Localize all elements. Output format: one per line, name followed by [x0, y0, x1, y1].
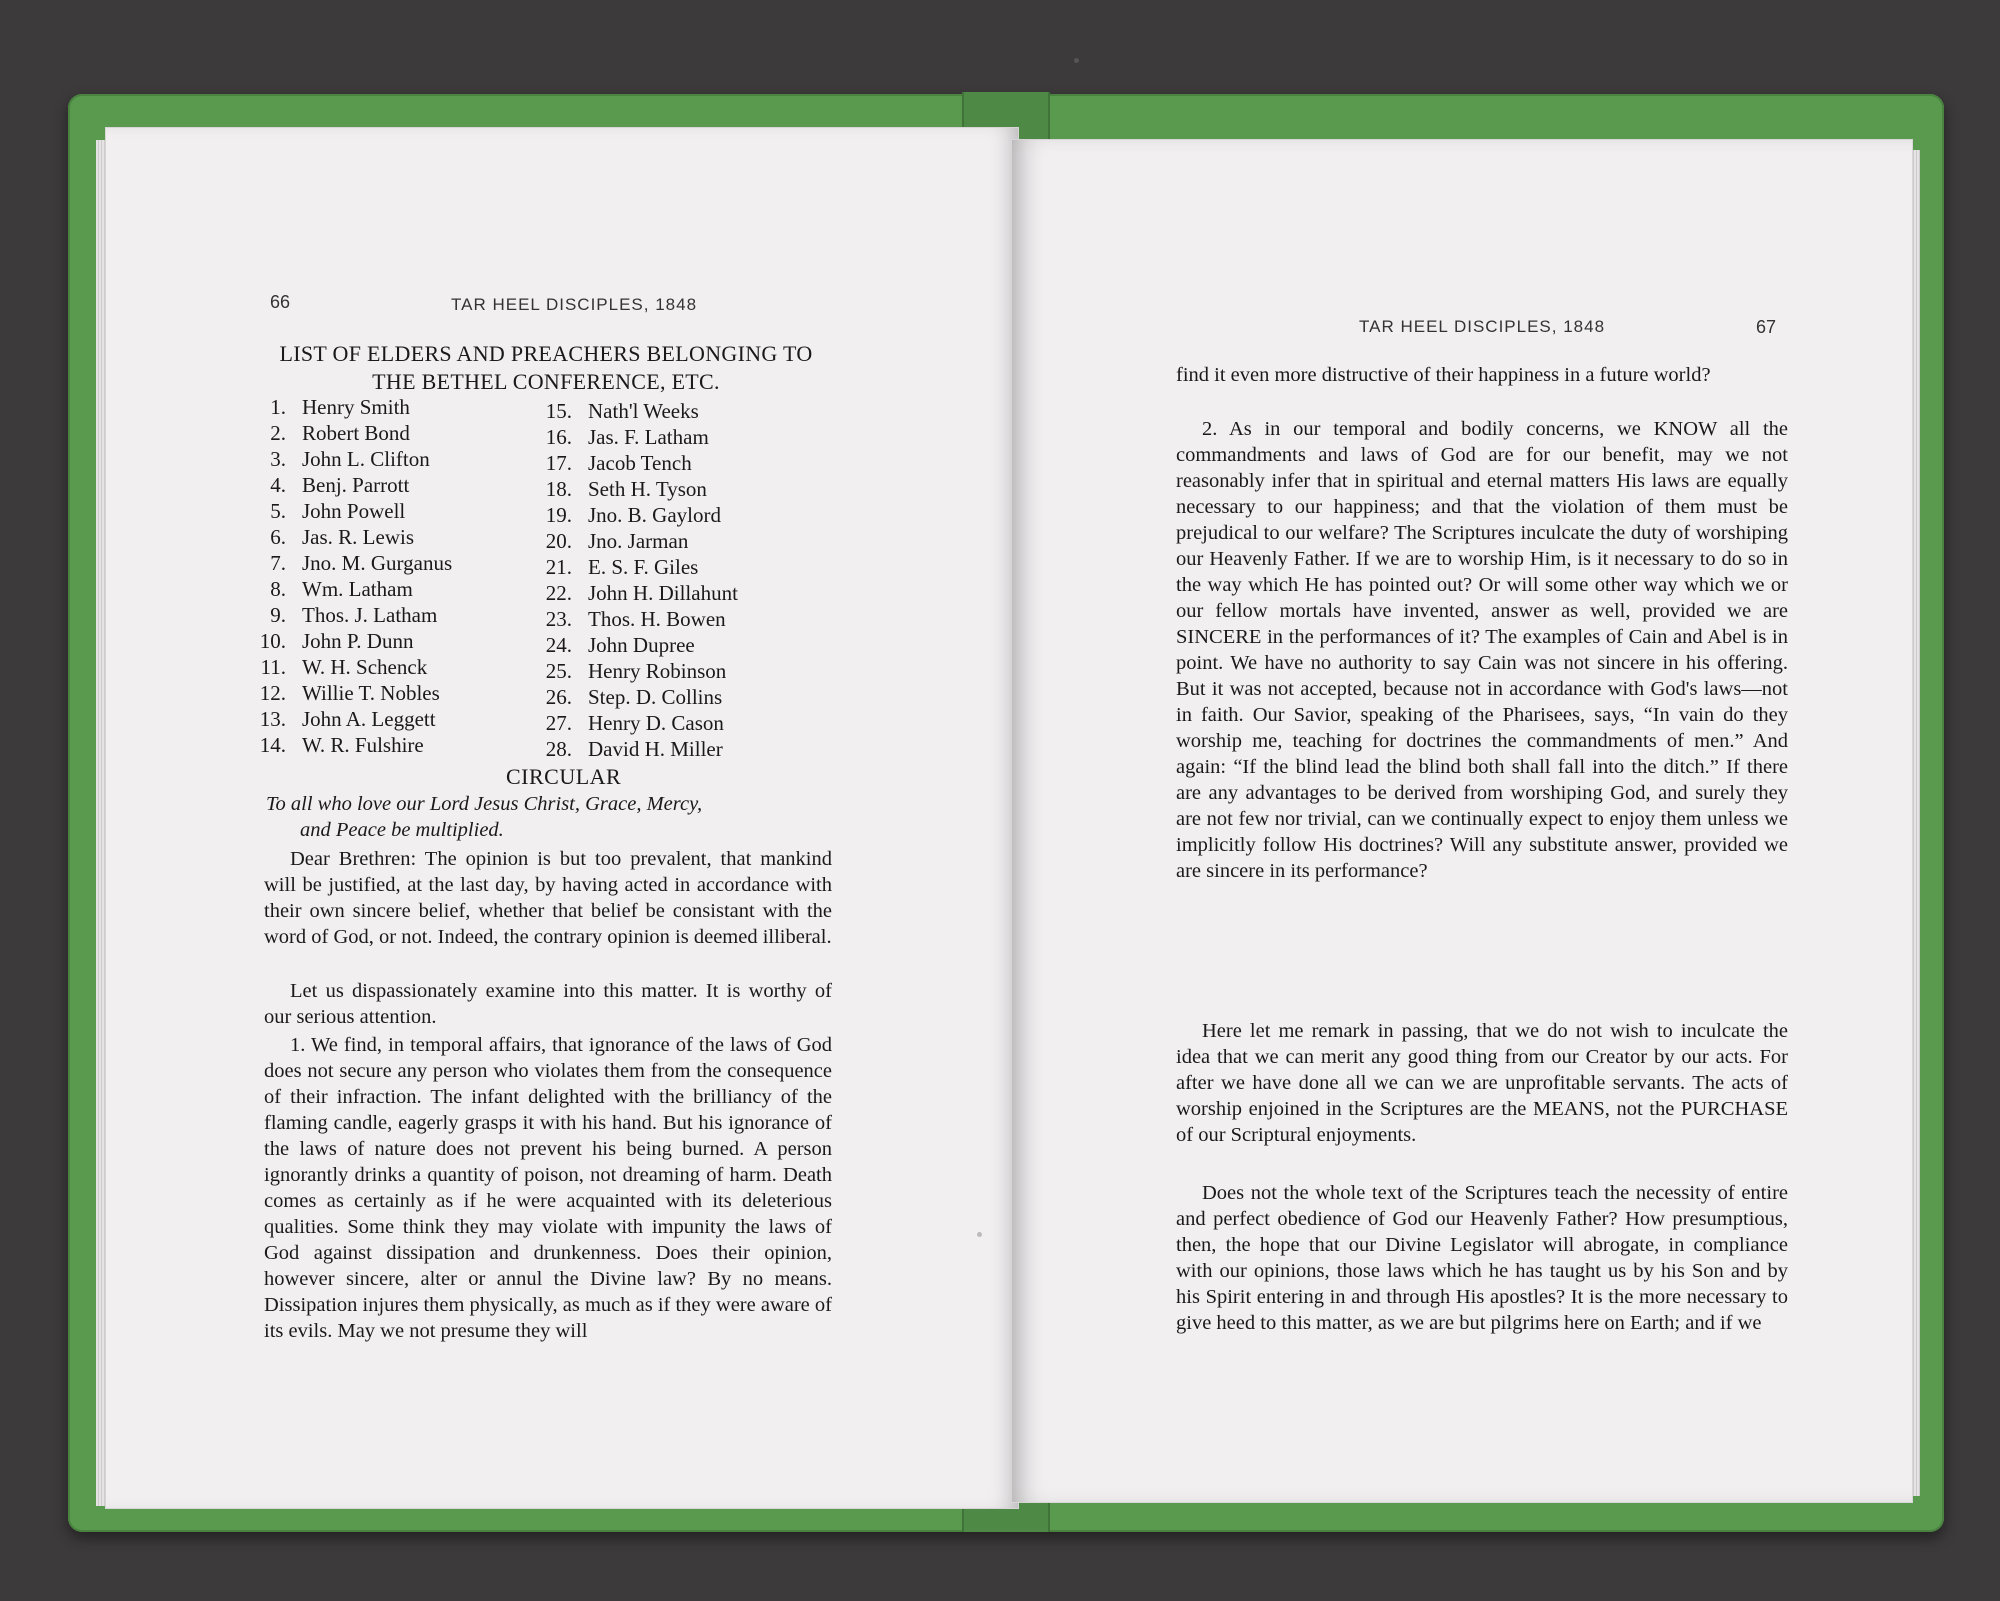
- elder-name: E. S. F. Giles: [588, 555, 699, 579]
- elder-name: Henry D. Cason: [588, 711, 724, 735]
- elder-name: Henry Robinson: [588, 659, 727, 683]
- paragraph-right-4: Does not the whole text of the Scriptures teach the necessity of entire and perfect obedience of God our Heavenly Father? How presumptious, then, the hope that our Divine Legislator will abrogate, in compliance with our opinions, those laws which he has taught us by his Son and by his Spirit entering in and through His apostles? It is the more necessary to give heed to this matter, as we are but pilgrims here on Earth; and if we: [1176, 1182, 1788, 1334]
- elder-row: [238, 732, 538, 758]
- elder-number: 10.: [259, 629, 286, 653]
- elder-row: [238, 550, 538, 576]
- elder-name: David H. Miller: [588, 737, 723, 761]
- running-head-left: TAR HEEL DISCIPLES, 1848: [451, 295, 698, 314]
- elder-row: [238, 680, 538, 706]
- running-head-right: TAR HEEL DISCIPLES, 1848: [1359, 317, 1606, 336]
- paragraph-right-2: 2. As in our temporal and bodily concerns, we KNOW all the commandments and laws of God are for our benefit, may we not reasonably infer that in spiritual and eternal matters His laws are equally necessary to our happiness; and that the violation of them must be prejudical to our welfare? The Scriptures inculcate the duty of worshiping our Heavenly Father. If we are to worship Him, is it necessary to do so in the way which He has pointed out? Or will some other way which we or our fellow mortals have invented, answer as well, provided we are SINCERE in the performances of it? The examples of Cain and Abel is in point. We have no authority to say Cain was not sincere in his offering. But it was not accepted, because not in accordance with God's laws—not in faith. Our Savior, speaking of the Pharisees, says, “In vain do they worship me, teaching for doctrines the commandments of men.” And again: “If the blind lead the blind both shall fall into the ditch.” If there are any advantages to be derived from worshiping God, and surely they are not few nor trivial, can we continually expect to enjoy them unless we implicitly follow His doctrines? Will any substitute answer, provided we are sincere in its performance?: [1176, 418, 1788, 882]
- elder-name: Nath'l Weeks: [588, 399, 699, 423]
- elder-number: 14.: [259, 733, 286, 757]
- elder-row: [238, 472, 538, 498]
- elder-number: 1.: [270, 395, 286, 419]
- elder-row: [238, 420, 538, 446]
- elder-name: W. R. Fulshire: [302, 733, 424, 757]
- paragraph-right-3: Here let me remark in passing, that we do not wish to inculcate the idea that we can merit any good thing from our Creator by our acts. For after we have done all we can we are unprofitable servants. The acts of worship enjoined in the Scriptures are the MEANS, not the PURCHASE of our Scriptural enjoyments.: [1176, 1020, 1788, 1146]
- list-heading-line1: LIST OF ELDERS AND PREACHERS BELONGING TO: [279, 341, 813, 366]
- elder-number: 26.: [545, 685, 572, 709]
- elder-number: 12.: [259, 681, 286, 705]
- elder-number: 27.: [545, 711, 572, 735]
- elder-name: John H. Dillahunt: [588, 581, 738, 605]
- elder-row: [524, 658, 824, 684]
- elder-row: [238, 602, 538, 628]
- elder-row: [524, 606, 824, 632]
- elder-name: Jas. F. Latham: [588, 425, 709, 449]
- elder-name: John Powell: [302, 499, 406, 523]
- elder-row: [524, 580, 824, 606]
- list-heading: [256, 340, 836, 396]
- elder-number: 9.: [270, 603, 286, 627]
- page-number-left: 66: [270, 292, 291, 312]
- elder-row: [238, 654, 538, 680]
- elders-list-col2: [524, 398, 824, 762]
- elder-name: Jno. Jarman: [588, 529, 689, 553]
- elder-number: 18.: [545, 477, 572, 501]
- elder-row: [238, 628, 538, 654]
- elder-number: 5.: [270, 499, 286, 523]
- elder-row: [524, 710, 824, 736]
- elder-name: John P. Dunn: [302, 629, 414, 653]
- elder-row: [238, 446, 538, 472]
- elder-name: Thos. J. Latham: [302, 603, 438, 627]
- paragraph-right-1: find it even more distructive of their happiness in a future world?: [1176, 364, 1711, 386]
- elder-number: 21.: [545, 555, 572, 579]
- elder-name: Jas. R. Lewis: [302, 525, 414, 549]
- paragraph-left-3: 1. We find, in temporal affairs, that ignorance of the laws of God does not secure any person who violates them from the consequence of their infraction. The infant delighted with the brilliancy of the flaming candle, eagerly grasps it with his hand. But his ignorance of the laws of nature does not prevent his being burned. A person ignorantly drinks a quantity of poison, not dreaming of harm. Death comes as certainly as if he were acquainted with its deleterious qualities. Some think they may violate with impunity the laws of God against dissipation and drunkenness. Does their opinion, however sincere, alter or annul the Divine law? By no means. Dissipation injures them physically, as much as if they were aware of its evils. May we not presume they will: [264, 1034, 832, 1342]
- dedication-line2: and Peace be multiplied.: [300, 819, 504, 841]
- elder-number: 28.: [545, 737, 572, 761]
- elder-row: [524, 632, 824, 658]
- elder-row: [238, 524, 538, 550]
- elder-number: 11.: [260, 655, 286, 679]
- elder-number: 15.: [545, 399, 572, 423]
- elder-number: 7.: [270, 551, 286, 575]
- elders-list-col1: [238, 394, 538, 758]
- elder-row: [524, 502, 824, 528]
- elder-number: 24.: [545, 633, 572, 657]
- elder-row: [238, 498, 538, 524]
- elder-name: Step. D. Collins: [588, 685, 723, 709]
- elder-number: 17.: [545, 451, 572, 475]
- elder-name: Henry Smith: [302, 395, 410, 419]
- elder-number: 16.: [545, 425, 572, 449]
- elder-number: 19.: [545, 503, 572, 527]
- elder-name: John L. Clifton: [302, 447, 430, 471]
- elder-number: 8.: [270, 577, 286, 601]
- elder-name: Benj. Parrott: [302, 473, 410, 497]
- elder-number: 23.: [545, 607, 572, 631]
- elder-name: John Dupree: [588, 633, 695, 657]
- elder-name: Jno. M. Gurganus: [302, 551, 453, 575]
- left-page: [106, 128, 1018, 1508]
- elder-number: 2.: [270, 421, 286, 445]
- elder-row: [524, 736, 824, 762]
- elder-row: [524, 528, 824, 554]
- elder-number: 22.: [545, 581, 572, 605]
- elder-number: 4.: [270, 473, 286, 497]
- paragraph-left-2: Let us dispassionately examine into this matter. It is worthy of our serious attention.: [264, 980, 832, 1028]
- dust-speck: [1074, 58, 1079, 63]
- elder-name: Willie T. Nobles: [302, 681, 440, 705]
- elder-row: [238, 706, 538, 732]
- elder-name: Jacob Tench: [588, 451, 692, 475]
- elder-number: 6.: [270, 525, 286, 549]
- elder-name: Robert Bond: [302, 421, 410, 445]
- elder-row: [524, 476, 824, 502]
- elder-number: 3.: [270, 447, 286, 471]
- dedication: [266, 791, 826, 843]
- list-heading-line2: THE BETHEL CONFERENCE, ETC.: [372, 369, 720, 394]
- elder-row: [524, 424, 824, 450]
- elder-row: [238, 576, 538, 602]
- circular-title: CIRCULAR: [506, 764, 622, 789]
- elder-name: Jno. B. Gaylord: [588, 503, 721, 527]
- elder-row: [524, 450, 824, 476]
- dedication-line1: To all who love our Lord Jesus Christ, Grace, Mercy,: [266, 793, 703, 815]
- paragraph-left-1: Dear Brethren: The opinion is but too prevalent, that mankind will be justified, at the last day, by having acted in accordance with their own sincere belief, whether that belief be consistant with the word of God, or not. Indeed, the contrary opinion is deemed illiberal.: [264, 848, 832, 948]
- elder-name: Wm. Latham: [302, 577, 413, 601]
- elder-row: [524, 398, 824, 424]
- elder-name: W. H. Schenck: [302, 655, 428, 679]
- elder-name: John A. Leggett: [302, 707, 436, 731]
- elder-row: [524, 684, 824, 710]
- elder-name: Seth H. Tyson: [588, 477, 707, 501]
- elder-number: 13.: [259, 707, 286, 731]
- paper-speck: [977, 1232, 982, 1237]
- elder-name: Thos. H. Bowen: [588, 607, 726, 631]
- elder-row: [238, 394, 538, 420]
- right-page: [1012, 140, 1912, 1502]
- elder-number: 20.: [545, 529, 572, 553]
- elder-number: 25.: [545, 659, 572, 683]
- page-number-right: 67: [1756, 317, 1777, 337]
- elder-row: [524, 554, 824, 580]
